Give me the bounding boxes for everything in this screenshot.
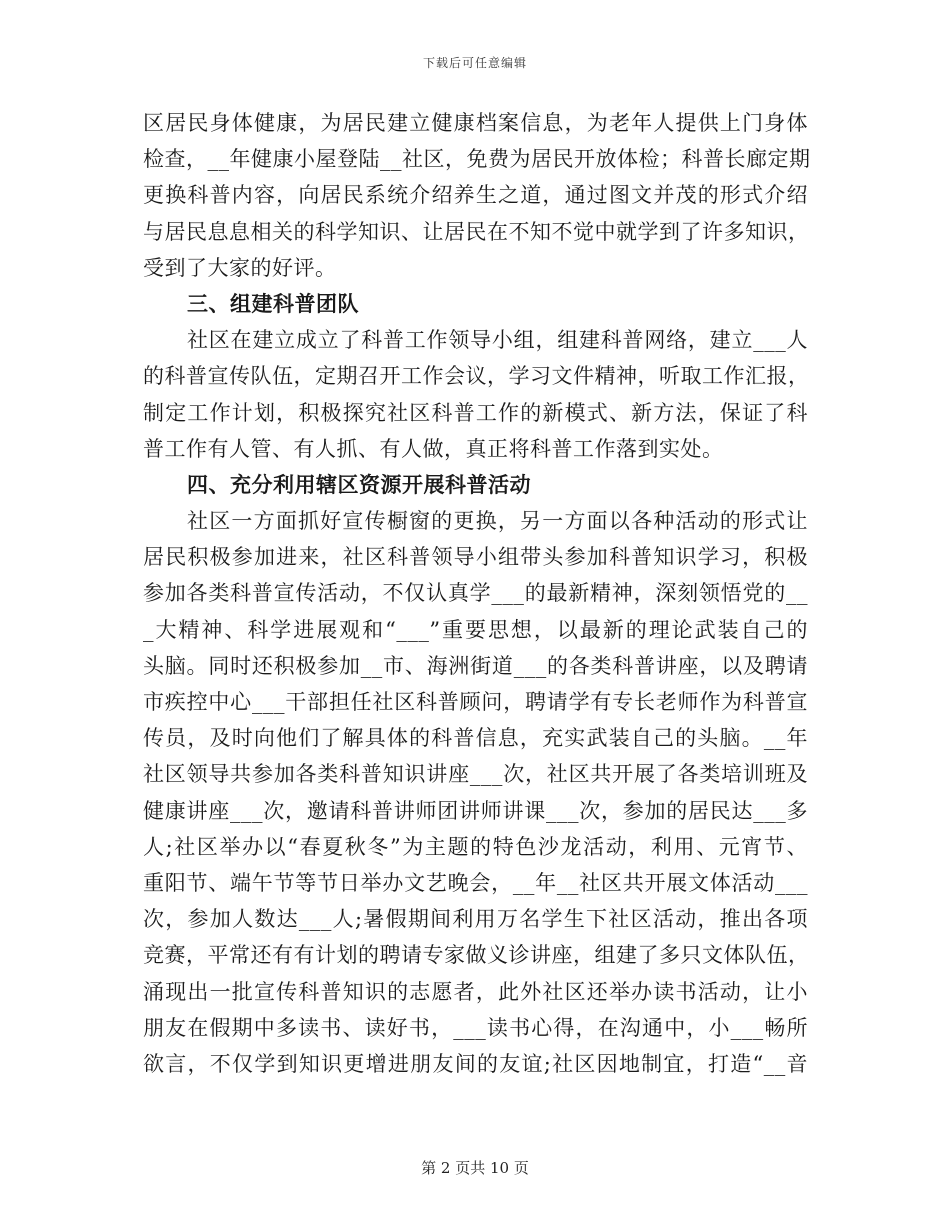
text-line: 普工作有人管、有人抓、有人做，真正将科普工作落到实处。 — [143, 436, 724, 461]
page-header: 下载后可任意编辑 — [422, 56, 527, 70]
text-line: 社区一方面抓好宣传橱窗的更换，另一方面以各种活动的形式让 — [187, 509, 808, 534]
text-line: 重阳节、端午节等节日举办文艺晚会，__年__社区共开展文体活动___ — [143, 870, 808, 895]
text-line: 欲言，不仅学到知识更增进朋友间的友谊;社区因地制宜，打造“__音 — [143, 1051, 808, 1076]
text-line: 涌现出一批宣传科普知识的志愿者，此外社区还举办读书活动，让小 — [143, 979, 808, 1004]
text-line: 居民积极参加进来，社区科普领导小组带头参加科普知识学习，积极 — [143, 545, 808, 570]
document-body — [143, 105, 811, 1082]
text-line: 的科普宣传队伍，定期召开工作会议，学习文件精神，听取工作汇报， — [143, 364, 810, 389]
text-line: 传员，及时向他们了解具体的科普信息，充实武装自己的头脑。__年 — [143, 726, 808, 751]
text-line: 市疾控中心___干部担任社区科普顾问，聘请学有专长老师作为科普宣 — [143, 690, 808, 714]
text-line: 制定工作计划，积极探究社区科普工作的新模式、新方法，保证了科 — [143, 400, 808, 425]
section-heading: 四、充分利用辖区资源开展科普活动 — [187, 471, 531, 497]
text-line: 更换科普内容，向居民系统介绍养生之道，通过图文并茂的形式介绍 — [143, 183, 808, 208]
page-footer: 第 2 页共 10 页 — [421, 1159, 529, 1177]
text-line: 竞赛，平常还有有计划的聘请专家做义诊讲座，组建了多只文体队伍， — [143, 943, 810, 968]
text-line: 次，参加人数达___人;暑假期间利用万名学生下社区活动，推出各项 — [143, 907, 808, 932]
text-line: 与居民息息相关的科学知识、让居民在不知不觉中就学到了许多知识， — [143, 219, 810, 244]
text-line: 区居民身体健康，为居民建立健康档案信息，为老年人提供上门身体 — [143, 111, 808, 135]
text-line: 检查，__年健康小屋登陆__社区，免费为居民开放体检；科普长廊定期 — [143, 147, 811, 172]
text-line: 健康讲座___次，邀请科普讲师团讲师讲课___次，参加的居民达___多 — [143, 798, 808, 823]
text-line: 朋友在假期中多读书、读好书，___读书心得，在沟通中，小___畅所 — [143, 1015, 808, 1040]
text-line: _大精神、科学进展观和“___”重要思想，以最新的理论武装自己的 — [143, 617, 808, 642]
text-line: 社区在建立成立了科普工作领导小组，组建科普网络，建立___人 — [187, 328, 808, 353]
text-line: 社区领导共参加各类科普知识讲座___次，社区共开展了各类培训班及 — [143, 762, 808, 787]
text-line: 参加各类科普宣传活动，不仅认真学___的最新精神，深刻领悟党的__ — [143, 581, 808, 606]
text-line: 受到了大家的好评。 — [143, 255, 337, 280]
text-line: 头脑。同时还积极参加__市、海洲街道___的各类科普讲座，以及聘请 — [143, 653, 808, 678]
text-line: 人;社区举办以“春夏秋冬”为主题的特色沙龙活动，利用、元宵节、 — [143, 834, 808, 859]
section-heading: 三、组建科普团队 — [187, 290, 359, 316]
